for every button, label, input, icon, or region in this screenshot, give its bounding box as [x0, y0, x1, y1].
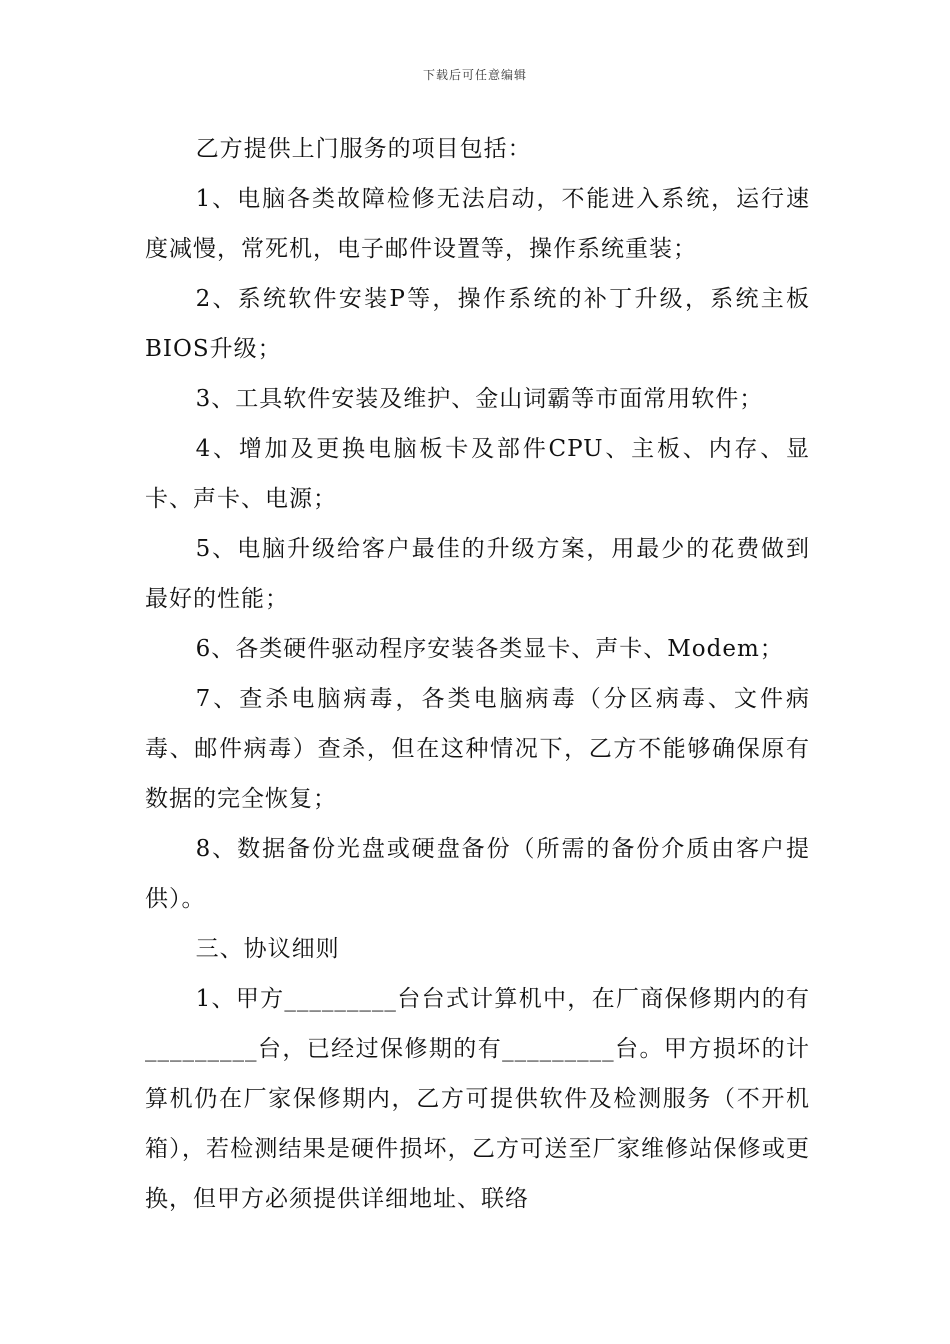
document-body	[145, 124, 810, 1224]
paragraph-item-2: 2、系统软件安装P等，操作系统的补丁升级，系统主板BIOS升级；	[145, 286, 810, 362]
paragraph-item-4: 4、增加及更换电脑板卡及部件CPU、主板、内存、显卡、声卡、电源；	[145, 436, 810, 512]
paragraph-intro: 乙方提供上门服务的项目包括：	[195, 136, 532, 162]
section-heading: 三、协议细则	[195, 936, 340, 962]
paragraph-clause-1: 1、甲方_________台台式计算机中，在厂商保修期内的有_________台，已经过保修期的有_________台。甲方损坏的计算机仍在厂家保修期内，乙方可提供软件及检测服务（不开机箱），若检测结果是硬件损坏，乙方可送至厂家维修站保修或更换，但甲方必须提供详细地址、联络	[145, 986, 810, 1212]
paragraph-item-8: 8、数据备份光盘或硬盘备份（所需的备份介质由客户提供）。	[145, 836, 810, 912]
paragraph-item-7: 7、查杀电脑病毒，各类电脑病毒（分区病毒、文件病毒、邮件病毒）查杀，但在这种情况下，乙方不能够确保原有数据的完全恢复；	[145, 686, 810, 812]
paragraph-item-1: 1、电脑各类故障检修无法启动，不能进入系统，运行速度减慢，常死机，电子邮件设置等，操作系统重装；	[145, 186, 810, 262]
paragraph-item-6: 6、各类硬件驱动程序安装各类显卡、声卡、Modem；	[195, 636, 784, 662]
page-header-note: 下载后可任意编辑	[422, 68, 527, 82]
paragraph-item-3: 3、工具软件安装及维护、金山词霸等市面常用软件；	[195, 386, 764, 412]
paragraph-item-5: 5、电脑升级给客户最佳的升级方案，用最少的花费做到最好的性能；	[145, 536, 810, 612]
